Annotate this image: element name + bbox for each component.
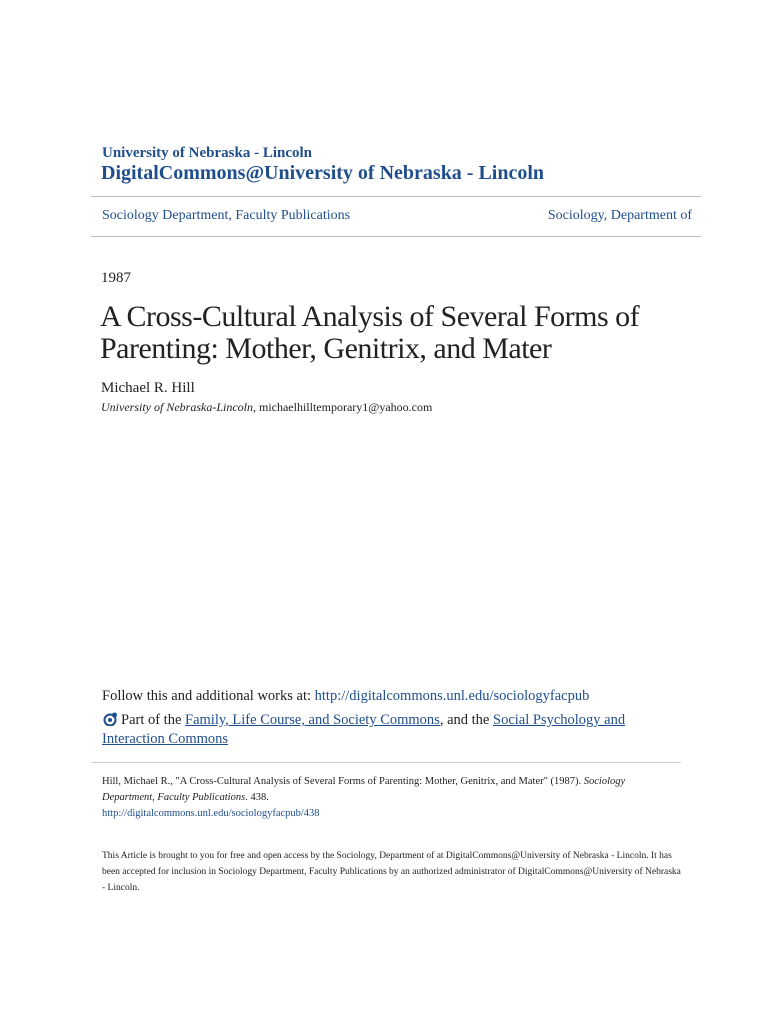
department-link[interactable]: Sociology, Department of (547, 208, 692, 223)
title-line-2: Parenting: Mother, Genitrix, and Mater (100, 332, 552, 365)
follow-text: Follow this and additional works at: (102, 688, 315, 704)
author-email: , michaelhilltemporary1@yahoo.com (252, 400, 433, 414)
network-icon (102, 712, 118, 726)
series-link[interactable]: Sociology Department, Faculty Publications (102, 208, 351, 223)
family-commons-link[interactable]: Family, Life Course, and Society Commons (185, 712, 440, 728)
publication-year: 1987 (101, 270, 131, 286)
citation-series: Sociology Department, Faculty Publications (102, 776, 626, 803)
divider-middle (91, 236, 701, 237)
part-of-line (102, 711, 662, 749)
institution-name: University of Nebraska - Lincoln (102, 145, 312, 161)
follow-line (102, 688, 589, 705)
divider-citation (91, 762, 681, 763)
affiliation-name: University of Nebraska-Lincoln (101, 400, 253, 414)
social-psychology-commons-link[interactable]: Social Psychology and Interaction Commons (102, 712, 626, 747)
citation-text: Hill, Michael R., "A Cross-Cultural Analysis of Several Forms of Parenting: Mother, Genitrix, and Mater" (1987). (102, 776, 584, 787)
article-title (100, 301, 720, 365)
follow-url-link[interactable]: http://digitalcommons.unl.edu/sociologyfacpub (314, 688, 590, 704)
access-statement: This Article is brought to you for free and open access by the Sociology, Department of at DigitalCommons@University of Nebraska - Lincoln. It has been accepted for inclusion in Sociology Department, Faculty Publications by an authorized administrator of DigitalCommons@University of Nebraska - Lincoln. (102, 851, 681, 893)
repository-name[interactable]: DigitalCommons@University of Nebraska - Lincoln (101, 162, 545, 184)
citation-number: . 438. (245, 792, 269, 803)
recommended-citation (102, 774, 642, 822)
citation-url-link[interactable]: http://digitalcommons.unl.edu/sociologyfacpub/438 (102, 808, 320, 819)
author-name: Michael R. Hill (101, 380, 195, 396)
author-affiliation (101, 400, 432, 415)
title-line-1: A Cross-Cultural Analysis of Several Forms of (100, 300, 640, 333)
part-of-text: Part of the (121, 712, 186, 728)
divider-top (91, 196, 701, 197)
and-the-text: , and the (439, 712, 493, 728)
